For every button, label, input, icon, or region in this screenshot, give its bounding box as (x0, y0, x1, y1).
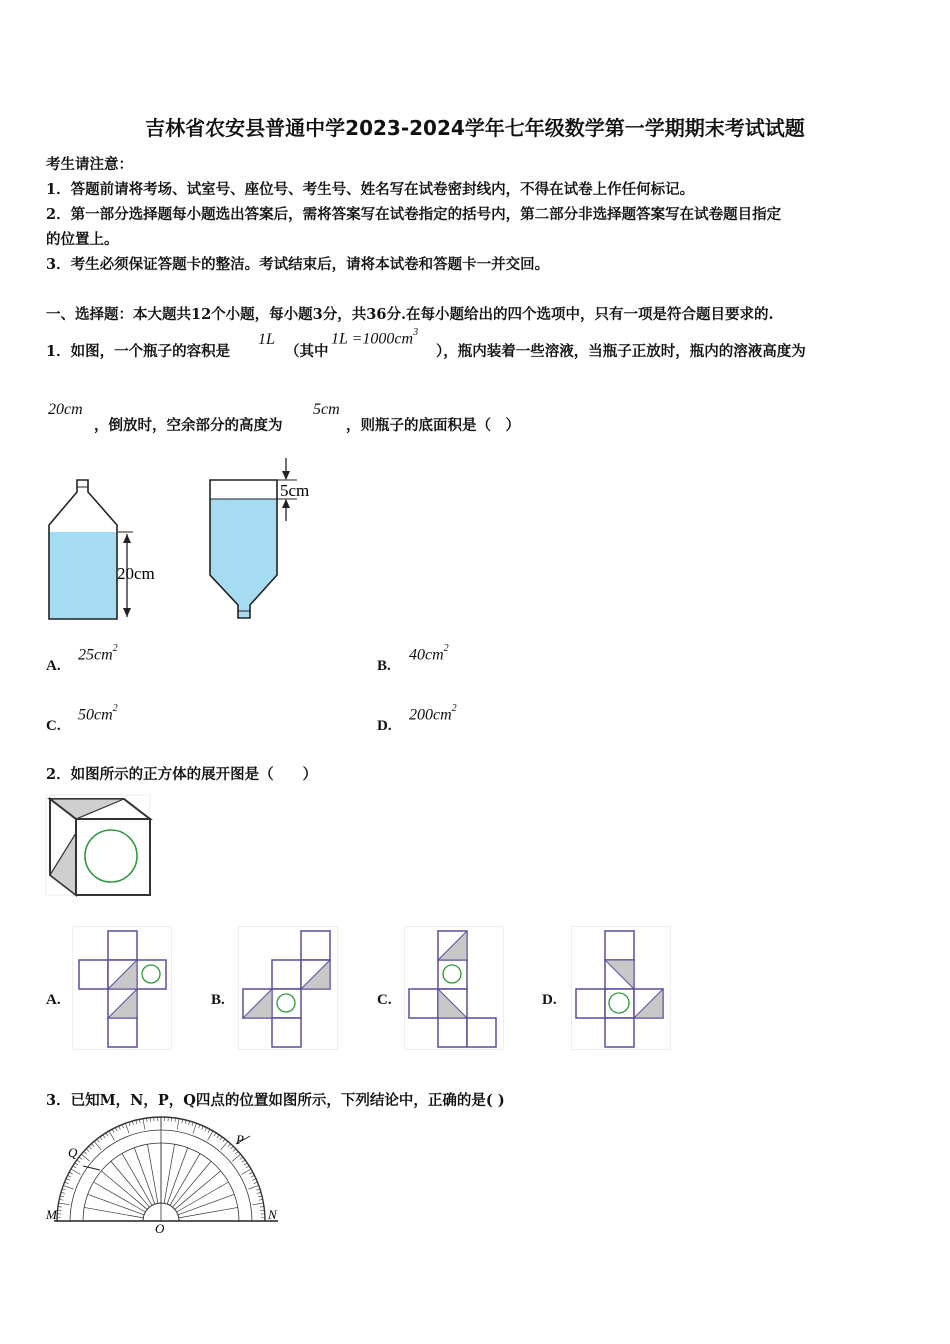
protractor-tick (81, 1154, 89, 1161)
protractor-tick (122, 1125, 123, 1129)
protractor-tick (223, 1139, 225, 1142)
protractor-tick (86, 1149, 89, 1152)
label-20cm: 20cm (117, 564, 155, 583)
q1-text-part2: （其中 (285, 343, 329, 360)
q2-option-d-letter[interactable]: D. (542, 992, 557, 1008)
q1-option-a-letter[interactable]: A. (46, 658, 61, 674)
q2-option-d-net[interactable] (571, 926, 671, 1050)
q1-math-1L: 1L (258, 331, 275, 348)
protractor-tick (220, 1137, 222, 1140)
notice-item: 的位置上。 (46, 231, 119, 248)
q2-text: 2．如图所示的正方体的展开图是（ ） (46, 766, 318, 783)
protractor-tick (259, 1199, 263, 1200)
protractor-tick (84, 1151, 87, 1154)
protractor-tick (235, 1151, 238, 1154)
q1-math-5cm: 5cm (313, 401, 340, 418)
protractor-tick (228, 1144, 231, 1147)
protractor-tick (256, 1189, 260, 1190)
page-title: 吉林省农安县普通中学2023-2024学年七年级数学第一学期期末考试试题 (145, 116, 805, 140)
q1-option-c-value[interactable]: $50cm^2$ (78, 703, 118, 724)
protractor-tick (254, 1182, 258, 1183)
protractor-tick (112, 1129, 114, 1133)
protractor-tick (68, 1175, 72, 1177)
protractor-tick (202, 1126, 204, 1130)
protractor-ray (167, 1148, 188, 1204)
q1-math-20cm: 20cm (48, 401, 83, 418)
q1-bottle-figure (40, 455, 330, 630)
protractor-tick (251, 1175, 255, 1177)
point-o-label: O (155, 1221, 165, 1236)
protractor-tick (94, 1141, 101, 1149)
protractor-tick (177, 1119, 179, 1130)
q1-text-part5: ，则瓶子的底面积是（ ） (346, 417, 520, 434)
q2-option-a-letter[interactable]: A. (46, 992, 61, 1008)
protractor-tick (244, 1163, 247, 1165)
protractor-ray (178, 1194, 234, 1215)
notice-item: 2．第一部分选择题每小题选出答案后，需将答案写在试卷指定的括号内，第二部分非选择题答案写在试卷题目指定 (46, 206, 782, 223)
q1-option-c-letter[interactable]: C. (46, 718, 61, 734)
q3-protractor-figure (40, 1112, 290, 1237)
protractor-tick (115, 1128, 117, 1132)
protractor-tick (77, 1160, 80, 1162)
protractor-tick (246, 1166, 249, 1168)
protractor-tick (139, 1119, 140, 1123)
protractor-tick (132, 1121, 133, 1125)
protractor-tick (79, 1157, 82, 1159)
protractor-tick (198, 1125, 199, 1129)
protractor-tick (75, 1163, 78, 1165)
protractor-tick (119, 1126, 121, 1130)
point-p-label: P (236, 1132, 244, 1147)
q3-text: 3．已知M，N，P，Q四点的位置如图所示，下列结论中，正确的是( ) (46, 1092, 505, 1109)
protractor-ray (88, 1194, 144, 1215)
q1-text-part1: 1．如图，一个瓶子的容积是 (46, 343, 231, 360)
protractor-tick (62, 1189, 66, 1190)
q2-option-b-net[interactable] (238, 926, 338, 1050)
section-heading: 一、选择题：本大题共12个小题，每小题3分，共36分.在每小题给出的四个选项中，只有一项是符合题目要求的. (46, 306, 774, 323)
point-m-label: M (46, 1207, 57, 1222)
protractor-tick (69, 1172, 73, 1174)
protractor-tick (252, 1179, 256, 1181)
protractor-ray (134, 1148, 155, 1204)
q2-option-a-net[interactable] (72, 926, 172, 1050)
protractor-tick (65, 1182, 69, 1183)
protractor-tick (59, 1203, 70, 1205)
point-n-label: N (268, 1207, 277, 1222)
notice-heading: 考生请注意： (46, 156, 133, 173)
protractor-tick (248, 1185, 258, 1189)
protractor-ray (164, 1144, 174, 1203)
protractor-tick (73, 1166, 76, 1168)
protractor-ray (147, 1144, 157, 1203)
q1-option-b-letter[interactable]: B. (377, 658, 391, 674)
q1-option-a-value[interactable]: $25cm^2$ (78, 643, 118, 664)
protractor-tick (63, 1185, 73, 1189)
protractor-tick (233, 1149, 236, 1152)
protractor-tick (103, 1135, 105, 1138)
protractor-tick (240, 1157, 243, 1159)
q2-cube-figure (44, 793, 154, 899)
protractor-tick (91, 1144, 94, 1147)
protractor-tick (217, 1135, 219, 1138)
label-5cm: 5cm (280, 481, 310, 500)
protractor-tick (59, 1199, 63, 1200)
q1-text-part4: ，倒放时，空余部分的高度为 (94, 417, 283, 434)
q1-math-volume: $1L =1000cm^3$ (331, 327, 419, 348)
q1-text-part3: ），瓶内装着一些溶液，当瓶子正放时，瓶内的溶液高度为 (436, 343, 806, 360)
notice-item: 1．答题前请将考场、试室号、座位号、考生号、姓名写在试卷密封线内，不得在试卷上作任何标记。 (46, 181, 695, 198)
upright-bottle-liquid (49, 532, 117, 619)
protractor-tick (249, 1172, 253, 1174)
protractor-tick (125, 1123, 129, 1133)
q2-option-b-letter[interactable]: B. (211, 992, 225, 1008)
protractor-tick (106, 1133, 108, 1136)
notice-item: 3．考生必须保证答题卡的整洁。考试结束后，请将本试卷和答题卡一并交回。 (46, 256, 550, 273)
protractor-tick (257, 1192, 261, 1193)
protractor-ray (179, 1207, 238, 1217)
protractor-tick (193, 1123, 197, 1133)
point-q-label: Q (68, 1145, 78, 1160)
protractor-tick (89, 1146, 92, 1149)
q1-option-d-value[interactable]: $200cm^2$ (409, 703, 457, 724)
protractor-tick (189, 1121, 190, 1125)
protractor-tick (232, 1154, 240, 1161)
protractor-tick (61, 1192, 65, 1193)
protractor-tick (192, 1122, 193, 1126)
protractor-tick (182, 1119, 183, 1123)
protractor-tick (242, 1160, 245, 1162)
protractor-tick (129, 1122, 130, 1126)
protractor-tick (253, 1203, 264, 1205)
q1-option-b-value[interactable]: $40cm^2$ (409, 643, 449, 664)
q2-option-c-letter[interactable]: C. (377, 992, 392, 1008)
q1-option-d-letter[interactable]: D. (377, 718, 392, 734)
protractor-ray (84, 1207, 143, 1217)
protractor-tick (66, 1179, 70, 1181)
protractor-tick (214, 1133, 216, 1136)
protractor-tick (100, 1137, 102, 1140)
protractor-tick (208, 1129, 210, 1133)
protractor-tick (205, 1128, 207, 1132)
q2-option-c-net[interactable] (404, 926, 504, 1050)
protractor-tick (221, 1141, 228, 1149)
protractor-tick (97, 1139, 99, 1142)
protractor-tick (143, 1119, 145, 1130)
inverted-bottle-liquid (210, 499, 277, 618)
protractor-tick (230, 1146, 233, 1149)
